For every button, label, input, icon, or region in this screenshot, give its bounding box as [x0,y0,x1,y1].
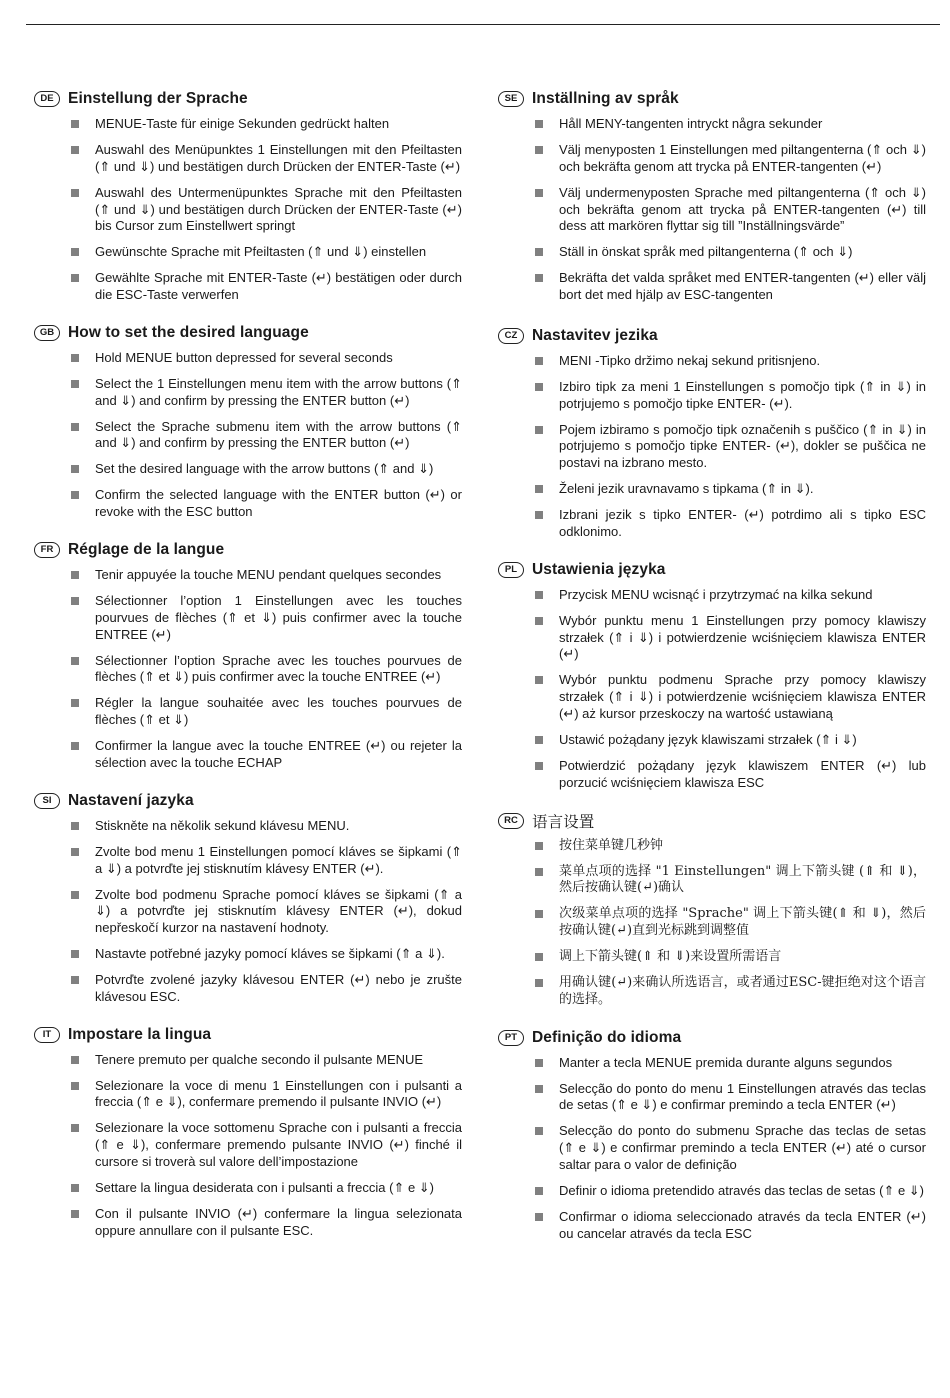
section-cz [498,325,926,541]
section-heading [498,559,926,581]
item-text: Gewählte Sprache mit ENTER-Taste (↵) bestätigen oder durch die ESC-Taste verwerfen [95,270,462,303]
language-badge-pt: PT [498,1030,524,1046]
item-text: Definir o idioma pretendido através das teclas de setas (⇑ e ⇓) [559,1183,925,1199]
section-heading [34,88,462,110]
item-text: Pojem izbiramo s pomočjo tipk označenih s puščico (⇑ in ⇓) in potrjujemo s pomočjo tipke ENTER- (↵), dokler se puščica ne postavi na izbrano mesto. [559,421,926,471]
item-text: Potvrďte zvolené jazyky klávesou ENTER (↵) nebo je zrušte klávesou ESC. [95,972,462,1004]
item-text: Select the Sprache submenu item with the arrow buttons (⇑ and ⇓) and confirm by pressing the ENTER button (↵) [95,418,462,451]
section-pt [498,1027,926,1243]
section-heading [34,790,462,812]
section-title: Nastavení jazyka [68,791,194,809]
language-badge-rc: RC [498,813,524,829]
list-item [535,244,926,261]
square-bullet-icon [71,742,79,750]
list-item [535,587,926,604]
section-heading [498,325,926,347]
instruction-list [498,1055,926,1243]
square-bullet-icon [71,597,79,605]
item-text: 调上下箭头键(⇑ 和 ⇓)来设置所需语言 [559,949,782,965]
instruction-list [498,353,926,541]
right-column [498,88,926,1252]
square-bullet-icon [71,822,79,830]
section-title: Nastavitev jezika [532,326,658,344]
list-item [535,864,926,898]
list-item [71,116,462,133]
square-bullet-icon [535,617,543,625]
square-bullet-icon [71,465,79,473]
list-item [71,1180,462,1197]
item-text: Confirm the selected language with the ENTER button (↵) or revoke with the ESC button [95,487,462,520]
list-item [535,353,926,370]
item-text: Con il pulsante INVIO (↵) confermare la lingua selezionata oppure annullare con il pulsante ESC. [95,1206,462,1238]
list-item [71,1078,462,1112]
list-item [71,972,462,1006]
language-badge-it: IT [34,1027,60,1043]
section-heading [34,1024,462,1046]
item-text: 次级菜单点项的选择 "Sprache" 调上下箭头键(⇑ 和 ⇓)，然后按确认键(↵)直到光标跳到调整值 [559,906,926,939]
language-badge-se: SE [498,91,524,107]
list-item [535,481,926,498]
square-bullet-icon [535,383,543,391]
item-text: Tenir appuyée la touche MENU pendant quelques secondes [95,567,442,583]
item-text: Ställ in önskat språk med piltangenterna (⇑ och ⇓) [559,244,853,260]
list-item [535,116,926,133]
section-heading [34,322,462,344]
square-bullet-icon [71,120,79,128]
list-item [71,653,462,687]
list-item [535,270,926,304]
list-item [535,672,926,722]
list-item [535,185,926,235]
list-item [535,949,926,966]
square-bullet-icon [71,354,79,362]
instruction-list [34,350,462,521]
list-item [71,818,462,835]
instruction-list [498,587,926,792]
section-se [498,88,926,304]
list-item [535,732,926,749]
list-item [71,244,462,261]
section-title: 语言设置 [532,813,595,831]
list-item [535,1209,926,1243]
item-text: Izbrani jezik s tipko ENTER- (↵) potrdimo ali s tipko ESC odklonimo. [559,507,926,540]
item-text: 按住菜单键几秒钟 [559,837,664,853]
item-text: Set the desired language with the arrow buttons (⇑ and ⇓) [95,461,434,477]
item-text: Potwierdzić pożądany język klawiszem ENTER (↵) lub porzucić wciśnięciem klawisza ESC [559,757,926,790]
list-item [71,270,462,304]
item-text: Selezionare la voce di menu 1 Einstellungen con i pulsanti a freccia (⇑ e ⇓), confermare premendo il pulsante INVIO (↵) [95,1077,462,1110]
item-text: Hold MENUE button depressed for several seconds [95,349,393,365]
item-text: Régler la langue souhaitée avec les touches pourvues de flèches (⇑ et ⇓) [95,695,462,728]
list-item [535,975,926,1009]
section-heading [498,810,926,832]
item-text: Wybór punktu menu 1 Einstellungen przy pomocy klawiszy strzałek (⇑ i ⇓) i potwierdzenie wciśnięciem klawisza ENTER (↵) [559,612,926,662]
item-text: Välj menyposten 1 Einstellungen med piltangenterna (⇑ och ⇓) och bekräfta genom att trycka på ENTER-tangenten (↵) [559,141,926,174]
square-bullet-icon [71,891,79,899]
list-item [535,1055,926,1072]
section-heading [498,1027,926,1049]
square-bullet-icon [535,676,543,684]
item-text: Gewünschte Sprache mit Pfeiltasten (⇑ und ⇓) einstellen [95,244,427,260]
section-heading [34,539,462,561]
item-text: Selezionare la voce sottomenu Sprache con i pulsanti a freccia (⇑ e ⇓), confermare premendo pulsante INVIO (↵) finché il cursore si troverà sul valore dell’impostazione [95,1120,462,1170]
list-item [71,185,462,235]
square-bullet-icon [71,423,79,431]
section-title: Réglage de la langue [68,541,225,559]
list-item [71,567,462,584]
item-text: Wybór punktu podmenu Sprache przy pomocy klawiszy strzałek (⇑ i ⇓) i potwierdzenie wciśnięciem klawisza ENTER (↵) aż kursor przeskoczy na wartość ustawianą [559,672,926,721]
list-item [535,422,926,472]
instruction-list [34,818,462,1006]
list-item [71,487,462,521]
square-bullet-icon [535,511,543,519]
item-text: Confirmar o idioma seleccionado através da tecla ENTER (↵) ou cancelar através da tecla ESC [559,1209,926,1241]
square-bullet-icon [535,842,543,850]
square-bullet-icon [535,591,543,599]
square-bullet-icon [535,1187,543,1195]
header-rule [26,24,940,25]
square-bullet-icon [71,146,79,154]
square-bullet-icon [71,1124,79,1132]
item-text: 菜单点项的选择 "1 Einstellungen" 调上下箭头键 (⇑ 和 ⇓)，然后按确认键(↵)确认 [559,863,926,896]
list-item [71,593,462,643]
list-item [535,1183,926,1200]
square-bullet-icon [535,868,543,876]
list-item [71,1052,462,1069]
item-text: Sélectionner l’option 1 Einstellungen avec les touches pourvues de flèches (⇑ et ⇓) puis confirmer avec la touche ENTREE (↵) [95,593,462,642]
square-bullet-icon [71,1056,79,1064]
list-item [71,695,462,729]
item-text: Przycisk MENU wcisnąć i przytrzymać na kilka sekund [559,586,873,602]
square-bullet-icon [535,120,543,128]
square-bullet-icon [535,1085,543,1093]
square-bullet-icon [71,1184,79,1192]
square-bullet-icon [71,848,79,856]
left-column [34,88,462,1249]
list-item [71,419,462,453]
item-text: Auswahl des Menüpunktes 1 Einstellungen mit den Pfeiltasten (⇑ und ⇓) und bestätigen durch Drücken der ENTER-Taste (↵) [95,141,462,174]
instruction-list [34,1052,462,1240]
square-bullet-icon [71,274,79,282]
instruction-list [34,116,462,304]
list-item [71,738,462,772]
item-text: Select the 1 Einstellungen menu item with the arrow buttons (⇑ and ⇓) and confirm by pressing the ENTER button (↵) [95,375,462,408]
item-text: MENI -Tipko držimo nekaj sekund pritisnjeno. [559,352,821,368]
language-badge-de: DE [34,91,60,107]
section-title: Einstellung der Sprache [68,90,248,107]
language-badge-si: SI [34,793,60,809]
list-item [71,844,462,878]
square-bullet-icon [535,357,543,365]
section-si [34,790,462,1006]
square-bullet-icon [535,146,543,154]
section-title: Ustawienia języka [532,560,666,578]
item-text: Settare la lingua desiderata con i pulsanti a freccia (⇑ e ⇓) [95,1180,435,1196]
item-text: Tenere premuto per qualche secondo il pulsante MENUE [95,1051,424,1067]
item-text: Auswahl des Untermenüpunktes Sprache mit den Pfeiltasten (⇑ und ⇓) und bestätigen durch Drücken der ENTER-Taste (↵) bis Cursor zum Einstellwert springt [95,184,462,234]
square-bullet-icon [71,976,79,984]
square-bullet-icon [535,426,543,434]
list-item [535,613,926,663]
list-item [535,838,926,855]
square-bullet-icon [535,736,543,744]
square-bullet-icon [535,762,543,770]
item-text: Sélectionner l’option Sprache avec les touches pourvues de flèches (⇑ et ⇓) puis confirmer avec la touche ENTREE (↵) [95,652,462,685]
item-text: Selecção do ponto do menu 1 Einstellungen através das teclas de setas (⇑ e ⇓) e confirmar premindo a tecla ENTER (↵) [559,1080,926,1113]
item-text: Manter a tecla MENUE premida durante alguns segundos [559,1054,893,1070]
item-text: Nastavte potřebné jazyky pomocí kláves se šipkami (⇑ a ⇓). [95,946,445,962]
square-bullet-icon [535,979,543,987]
square-bullet-icon [535,1213,543,1221]
list-item [71,1120,462,1170]
square-bullet-icon [535,485,543,493]
square-bullet-icon [535,953,543,961]
item-text: 用确认键(↵)来确认所选语言，或者通过ESC-键拒绝对这个语言的选择。 [559,975,926,1007]
list-item [535,1081,926,1115]
square-bullet-icon [71,189,79,197]
item-text: Izbiro tipk za meni 1 Einstellungen s pomočjo tipk (⇑ in ⇓) in potrjujemo s pomočjo tipke ENTER- (↵). [559,378,926,411]
square-bullet-icon [71,657,79,665]
section-title: Inställning av språk [532,90,679,107]
list-item [71,461,462,478]
item-text: MENUE-Taste für einige Sekunden gedrückt halten [95,116,390,131]
item-text: Zvolte bod menu 1 Einstellungen pomocí kláves se šipkami (⇑ a ⇓) a potvrďte jej stisknutím klávesy ENTER (↵). [95,843,462,876]
language-badge-gb: GB [34,325,60,341]
square-bullet-icon [535,189,543,197]
item-text: Håll MENY-tangenten intryckt några sekunder [559,116,823,131]
item-text: Stiskněte na několik sekund klávesu MENU. [95,817,350,833]
item-text: Bekräfta det valda språket med ENTER-tangenten (↵) eller välj bort det med hjälp av ESC-tangenten [559,270,926,303]
square-bullet-icon [71,571,79,579]
square-bullet-icon [71,380,79,388]
item-text: Želeni jezik uravnavamo s tipkama (⇑ in ⇓). [559,481,814,497]
section-pl [498,559,926,792]
list-item [71,946,462,963]
section-heading [498,88,926,110]
square-bullet-icon [71,1210,79,1218]
square-bullet-icon [71,950,79,958]
list-item [535,758,926,792]
list-item [535,507,926,541]
item-text: Selecção do ponto do submenu Sprache das teclas de setas (⇑ e ⇓) e confirmar premindo a tecla ENTER (↵) até o cursor saltar para o valor de definição [559,1123,926,1173]
section-title: Impostare la lingua [68,1025,212,1043]
square-bullet-icon [71,248,79,256]
language-badge-pl: PL [498,562,524,578]
section-de [34,88,462,304]
square-bullet-icon [535,1059,543,1067]
list-item [535,1123,926,1173]
section-rc [498,810,926,1009]
section-fr [34,539,462,772]
list-item [71,350,462,367]
section-title: How to set the desired language [68,323,309,341]
language-badge-fr: FR [34,542,60,558]
item-text: Välj undermenyposten Sprache med piltangenterna (⇑ och ⇓) och bekräfta genom att trycka på ENTER-tangenten (↵) till dess att markören flyttar sig till ”Inställningsvärde” [559,184,926,234]
item-text: Zvolte bod podmenu Sprache pomocí kláves se šipkami (⇑ a ⇓) a potvrďte jej stisknutím klávesy ENTER (↵), dokud nepřeskočí kurzor na nastavení hodnoty. [95,886,462,936]
list-item [535,379,926,413]
item-text: Ustawić pożądany język klawiszami strzałek (⇑ i ⇓) [559,731,857,747]
list-item [71,376,462,410]
square-bullet-icon [71,491,79,499]
list-item [71,887,462,937]
square-bullet-icon [71,1082,79,1090]
list-item [535,906,926,940]
instruction-list [498,116,926,304]
square-bullet-icon [535,274,543,282]
list-item [535,142,926,176]
square-bullet-icon [71,699,79,707]
square-bullet-icon [535,248,543,256]
list-item [71,1206,462,1240]
square-bullet-icon [535,910,543,918]
list-item [71,142,462,176]
item-text: Confirmer la langue avec la touche ENTREE (↵) ou rejeter la sélection avec la touche ECHAP [95,738,462,770]
section-gb [34,322,462,521]
section-title: Definição do idioma [532,1028,682,1046]
square-bullet-icon [535,1127,543,1135]
instruction-list [34,567,462,772]
language-badge-cz: CZ [498,328,524,344]
instruction-list [498,838,926,1009]
section-it [34,1024,462,1240]
